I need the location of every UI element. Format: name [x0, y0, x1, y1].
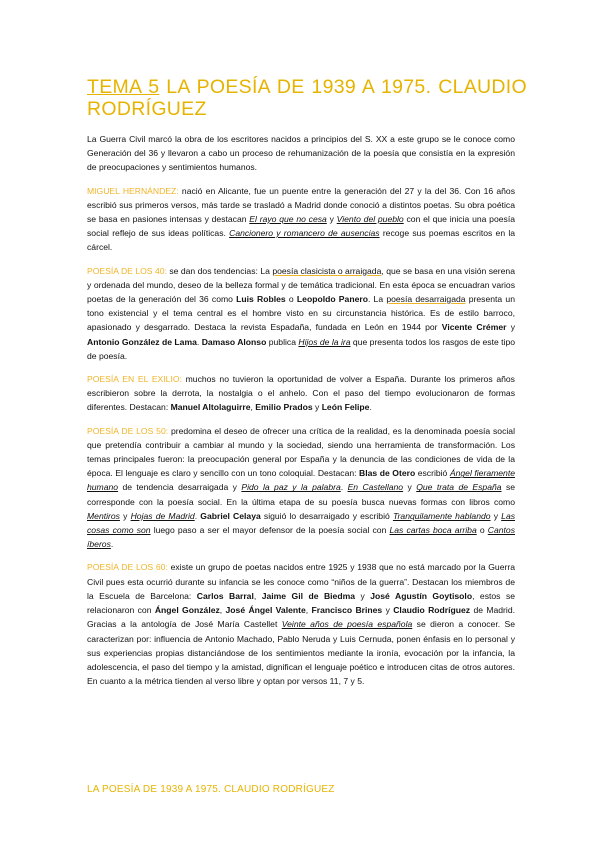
text: . [110, 539, 114, 550]
section-heading: POESÍA DE LOS 50: [87, 425, 169, 436]
text: recoge sus poemas escritos en la cárcel. [87, 228, 516, 253]
work-title: Que trata de España [416, 482, 502, 493]
page-footer: LA POESÍA DE 1939 A 1975. CLAUDIO RODRÍGUEZ [87, 784, 335, 795]
work-title: Cantos íberos [87, 525, 515, 550]
text: y [312, 402, 322, 413]
author-name: Carlos Barral [196, 590, 254, 601]
work-title: Pido la paz y la palabra [241, 482, 341, 493]
text: luego paso a ser el mayor defensor de la poesía social con [150, 525, 390, 536]
section-heading: MIGUEL HERNÁNDEZ: [87, 185, 179, 196]
text: . La [367, 294, 387, 305]
section-heading: POESÍA DE LOS 40: [87, 265, 167, 276]
text: , [305, 605, 312, 616]
author-name: Gabriel Celaya [200, 510, 261, 521]
text: , [250, 402, 256, 413]
text: . [340, 482, 348, 493]
text: y [355, 590, 371, 601]
text: o [476, 525, 488, 536]
text: , [253, 590, 262, 601]
author-name: Leopoldo Panero [296, 294, 368, 305]
text: con el que inicia una poesía social reflejo de sus ideas políticas. [87, 214, 515, 239]
text: y [382, 605, 394, 616]
title-tema: TEMA 5 [87, 76, 160, 98]
author-name: León Felipe [321, 402, 370, 413]
title-rest: LA POESÍA DE 1939 A 1975. CLAUDIO RODRÍGUEZ [87, 76, 527, 120]
work-title: El rayo que no cesa [249, 214, 327, 225]
intro-paragraph: La Guerra Civil marcó la obra de los escritores nacidos a principios del S. XX a este grupo se le conoce como Generación del 36 y llevaron a cabo un proceso de rehumanización de la poesía que consistía en la expresión de preocupaciones y sentimientos humanos. [87, 134, 515, 173]
work-title: Las cartas boca arriba [389, 525, 477, 536]
author-name: José Ángel Valente [225, 605, 306, 616]
author-name: Emilio Prados [255, 402, 313, 413]
text: presenta un tono existencial y el tema central es el hombre visto en su circunstancia histórica. Es de estilo barroco, apasionado y desgarrado. Destaca la revista Espadaña, fundada en León en 1944 por [87, 294, 515, 333]
text: , estos se relacionaron con [87, 590, 516, 616]
text: y [403, 482, 417, 493]
work-title: Cancionero y romancero de ausencias [229, 228, 380, 239]
author-name: Francisco Brines [311, 605, 383, 616]
author-name: José Agustín Goytisolo [370, 590, 473, 601]
text: que presenta todos los rasgos de este tipo de poesía. [87, 336, 516, 361]
work-title: Las cosas como son [87, 510, 516, 536]
text: nació en Alicante, fue un puente entre la generación del 27 y la del 36. Con 16 años escribió sus primeros versos, más tarde se trasladó a Madrid donde conoció a distintos poetas. Su obra poética se basa en pasiones intensas y destacan [87, 185, 515, 225]
work-title: Veinte años de poesía española [281, 619, 413, 630]
miguel-hernandez-paragraph [87, 184, 515, 255]
text: publica [266, 336, 299, 347]
text: escribió [415, 468, 450, 479]
author-name: Jaime Gil de Biedma [261, 590, 356, 601]
author-name: Blas de Otero [359, 468, 416, 479]
text: o [285, 294, 297, 305]
section-heading: POESÍA DE LOS 60: [87, 562, 168, 573]
text: de tendencia desarraigada y [118, 482, 242, 493]
text: de Madrid. Gracias a la antología de José María Castellet [87, 605, 515, 630]
text: predomina el deseo de ofrecer una crítica de la realidad, es la denominada poesía social que pretendía contribuir a cambiar al mundo y la sociedad, siendo una herramienta de transformación. Los temas principales fueron: la preocupación general por España y la denuncia de las condiciones de vida de la época. El lenguaje es claro y sencillo con un tono coloquial. Destacan: [87, 425, 515, 479]
poesia-exilio-paragraph [87, 372, 515, 415]
text: , [219, 605, 226, 616]
poesia-60-paragraph [87, 560, 515, 688]
text: existe un grupo de poetas nacidos entre 1925 y 1938 que no está marcado por la Guerra Civil pues esta ocurrió durante su infancia se les conoce como “niños de la guerra”. Destacan los miembros de la Escuela de Barcelona: [87, 562, 515, 601]
author-name: Vicente Crémer [441, 322, 507, 333]
text: siguió lo desarraigado y escribió [260, 510, 393, 521]
text: y [506, 322, 515, 333]
text: muchos no tuvieron la oportunidad de volver a España. Durante los primeros años escribieron sobre la derrota, la nostalgia o el anhelo. Con el paso del tiempo evolucionaron de formas diferentes. Destacan: [87, 374, 515, 413]
author-name: Antonio González de Lama [87, 336, 197, 347]
text: y [326, 214, 337, 225]
author-name: Ángel González [154, 605, 220, 616]
author-name: Manuel Altolaguirre [170, 402, 251, 413]
text: . [196, 336, 202, 347]
author-name: Luis Robles [236, 294, 286, 305]
work-title: Ángel fieramente humano [87, 468, 515, 493]
work-title: Hojas de Madrid [130, 510, 195, 521]
text: . [194, 510, 201, 521]
text: se corresponde con la poesía social. En la última etapa de su poesía busca nuevas formas con libros como [87, 482, 516, 507]
document-body [87, 132, 515, 697]
text: se dan dos tendencias: La [166, 265, 273, 276]
work-title: Mentiros [87, 510, 120, 521]
work-title: Viento del pueblo [336, 214, 404, 225]
poesia-40-paragraph [87, 264, 515, 363]
section-heading: POESÍA EN EL EXILIO: [87, 374, 182, 385]
author-name: Damaso Alonso [201, 336, 267, 347]
highlight-term: poesía desarraigada [386, 294, 466, 305]
work-title: En Castellano [347, 482, 404, 493]
page-title [87, 76, 527, 120]
poesia-50-paragraph [87, 424, 515, 552]
author-name: Claudio Rodríguez [393, 605, 471, 616]
text: y [490, 510, 502, 521]
text: se dieron a conocer. Se caracterizan por: influencia de Antonio Machado, Pablo Neruda y Luis Cernuda, ponen énfasis en lo personal y sus experiencias propias distanciándose de los sentimientos mediante la ironía, evocación por la infancia, la adolescencia, el paso del tiempo y la amistad, dignifican el lenguaje poético e introducen citas de otros autores. En cuanto a la métrica tienden al verso libre y optan por versos 11, 7 y 5. [87, 619, 515, 687]
work-title: Hijos de la ira [298, 336, 351, 347]
text: y [119, 510, 131, 521]
text: , que se basa en una visión serena y ordenada del mundo, deseo de la belleza formal y de temática tradicional. En esta época se encuadran varios poetas de la generación del 36 como [87, 265, 515, 305]
text: . [369, 402, 372, 413]
work-title: Tranquilamente hablando [392, 510, 491, 521]
highlight-term: poesía clasicista o arraigada [272, 265, 382, 276]
